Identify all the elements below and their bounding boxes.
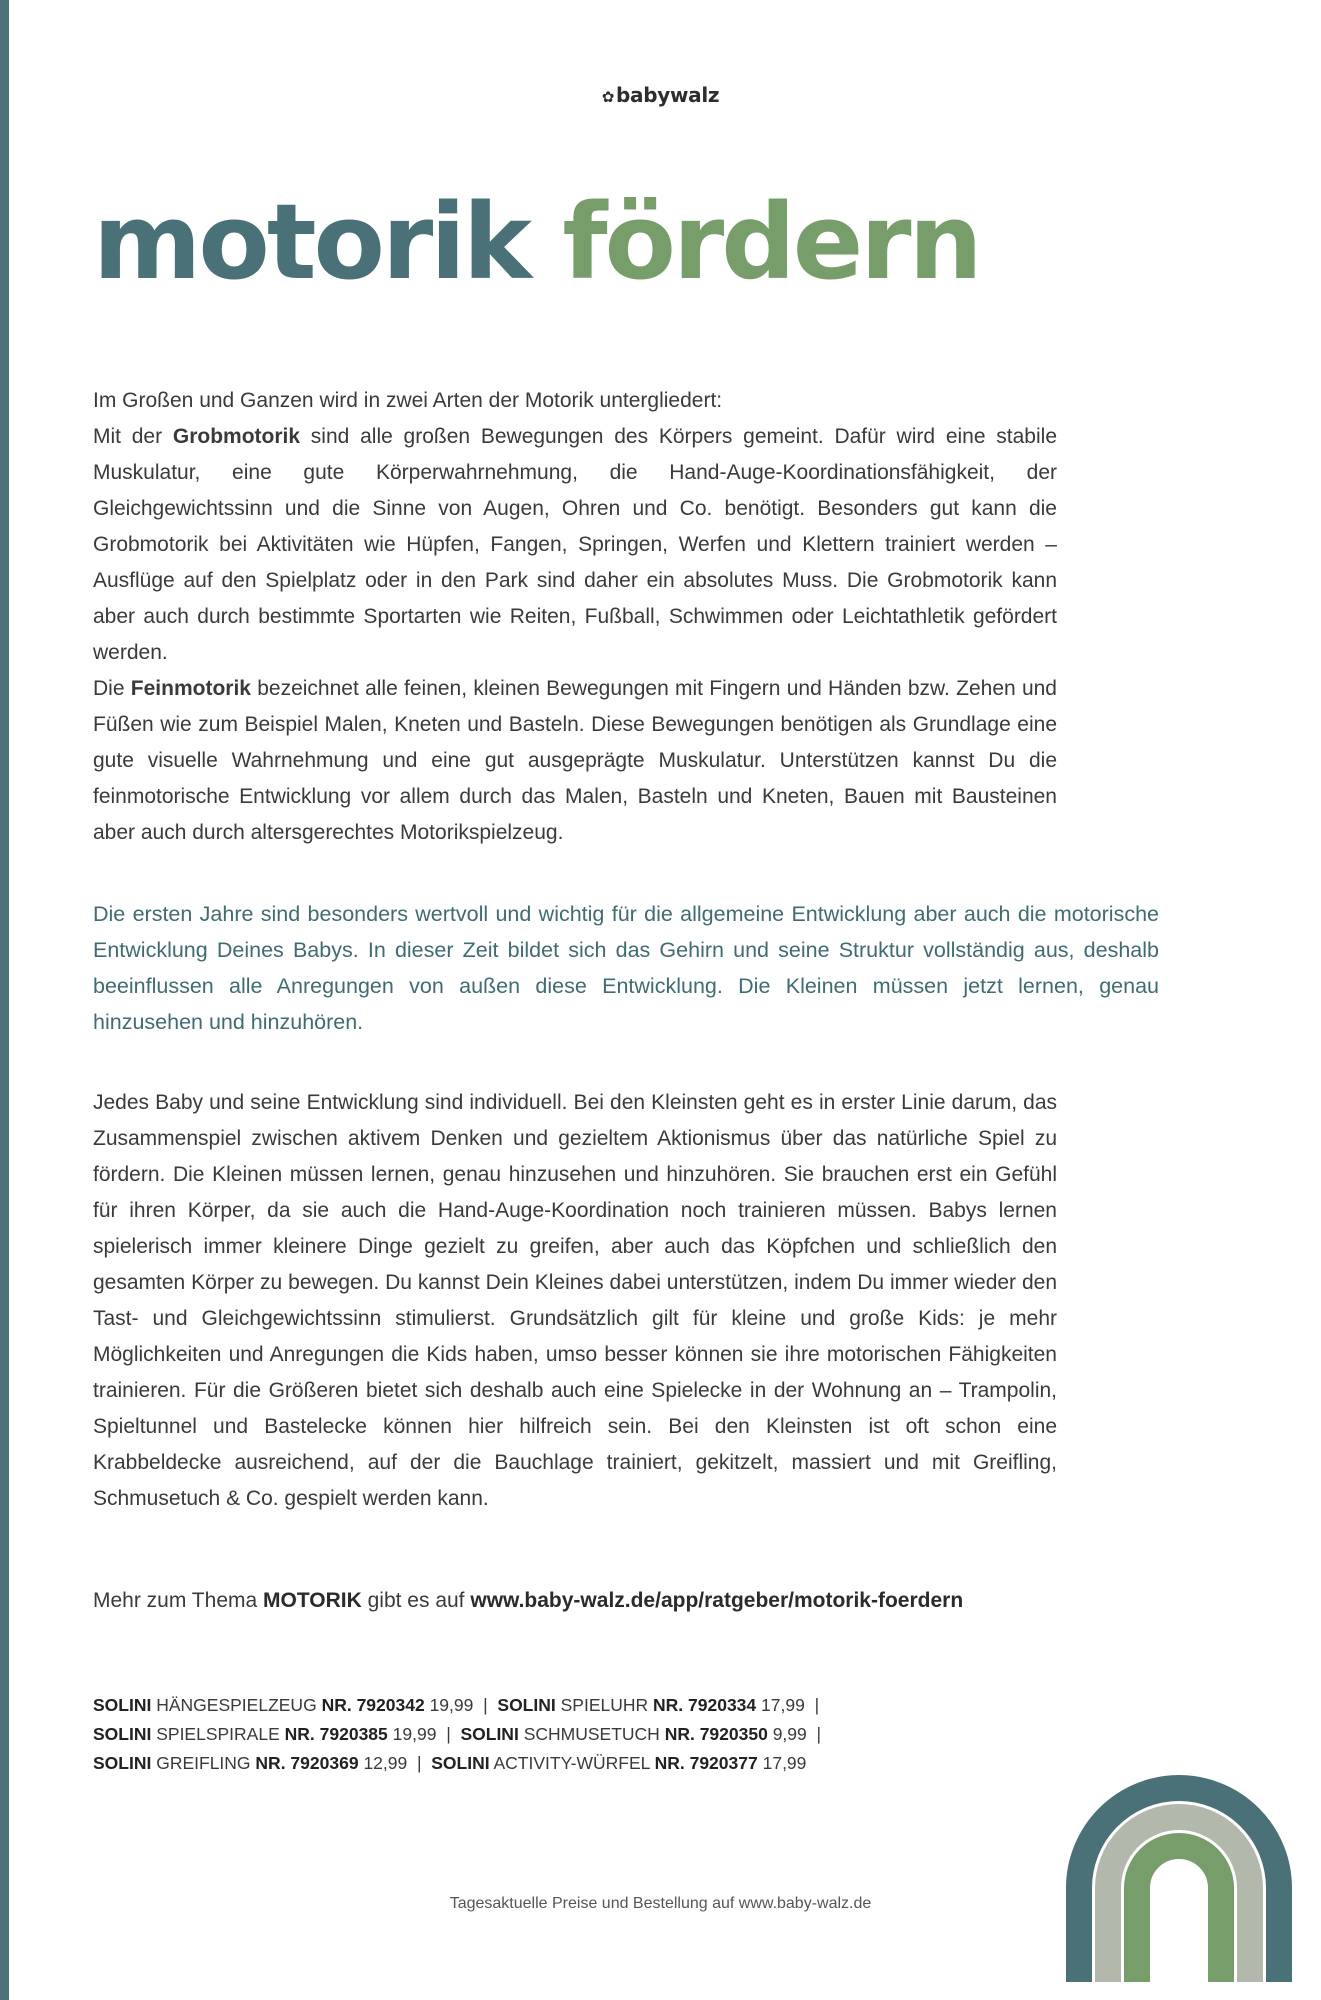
more-middle: gibt es auf	[361, 1589, 471, 1612]
separator: |	[816, 1724, 822, 1744]
product-list	[93, 1691, 821, 1778]
separator: |	[446, 1724, 451, 1744]
separator: |	[416, 1753, 422, 1773]
rainbow-illustration	[1066, 1770, 1292, 1982]
product-price: 19,99	[429, 1695, 474, 1715]
main-paragraph: Jedes Baby und seine Entwicklung sind individuell. Bei den Kleinsten geht es in erster Linie darum, das Zusammenspiel zwischen aktivem Denken und gezieltem Aktionismus über das natürliche Spiel zu fördern. Die Kleinen müssen lernen, genau hinzusehen und hinzuhören. Sie brauchen erst ein Gefühl für ihren Körper, da sie auch die Hand-Auge-Koordination noch trainieren müssen. Babys lernen spielerisch immer kleinere Dinge gezielt zu greifen, aber auch das Köpfchen und schließlich den gesamten Körper zu bewegen. Du kannst Dein Kleines dabei unterstützen, indem Du immer wieder den Tast- und Gleichgewichtssinn stimulierst. Grundsätzlich gilt für kleine und große Kids: je mehr Möglichkeiten und Anregungen die Kids haben, umso besser können sie ihre motorischen Fähigkeiten trainieren. Für die Größeren bietet sich deshalb auch eine Spielecke in der Wohnung an – Trampolin, Spieltunnel und Bastelecke können hier hilfreich sein. Bei den Kleinsten ist oft schon eine Krabbeldecke ausreichend, auf der die Bauchlage trainiert, gekitzelt, massiert und mit Greifling, Schmusetuch & Co. gespielt werden kann.	[93, 1091, 1057, 1510]
grobmotorik-text: sind alle großen Bewegungen des Körpers gemeint. Dafür wird eine stabile Muskulatur, eine gute Körperwahrnehmung, die Hand-Auge-Koordinationsfähigkeit, der Gleichgewichtssinn und die Sinne von Augen, Ohren und Co. benötigt. Besonders gut kann die Grobmotorik bei Aktivitäten wie Hüpfen, Fangen, Springen, Werfen und Klettern trainiert werden – Ausflüge auf den Spielplatz oder in den Park sind daher ein absolutes Muss. Die Grobmotorik kann aber auch durch bestimmte Sportarten wie Reiten, Fußball, Schwimmen oder Leichtathletik gefördert werden.	[93, 425, 1057, 664]
logo-text: babywalz	[616, 83, 720, 107]
product-name: SPIELUHR	[560, 1695, 649, 1715]
product-price: 12,99	[363, 1753, 408, 1773]
grobmotorik-paragraph	[93, 419, 1057, 671]
separator: |	[814, 1695, 820, 1715]
product-brand: SOLINI	[93, 1724, 152, 1744]
product-price: 17,99	[761, 1695, 805, 1715]
product-number: NR. 7920385	[284, 1724, 388, 1744]
product-brand: SOLINI	[93, 1695, 152, 1715]
product-line	[93, 1691, 821, 1720]
separator: |	[483, 1695, 488, 1715]
product-number: NR. 7920369	[255, 1753, 359, 1773]
page-title	[93, 181, 980, 303]
grob-prefix: Mit der	[93, 425, 173, 448]
product-name: SPIELSPIRALE	[156, 1724, 280, 1744]
babywalz-logo[interactable]	[0, 83, 1321, 107]
more-info-line	[93, 1583, 963, 1619]
product-number: NR. 7920334	[653, 1695, 757, 1715]
intro-section	[93, 383, 1057, 851]
feinmotorik-text: bezeichnet alle feinen, kleinen Bewegungen mit Fingern und Händen bzw. Zehen und Füßen wie zum Beispiel Malen, Kneten und Basteln. Diese Bewegungen benötigen als Grundlage eine gute visuelle Wahrnehmung und eine gut ausgeprägte Muskulatur. Unterstützen kannst Du die feinmotorische Entwicklung vor allem durch das Malen, Basteln und Kneten, Bauen mit Bausteinen aber auch durch altersgerechtes Motorikspielzeug.	[93, 677, 1057, 844]
product-number: NR. 7920377	[654, 1753, 758, 1773]
product-number: NR. 7920350	[664, 1724, 768, 1744]
left-accent-bar	[0, 0, 9, 2000]
product-price: 19,99	[392, 1724, 437, 1744]
product-brand: SOLINI	[431, 1753, 490, 1773]
rainbow-inner-arc	[1137, 1846, 1221, 1982]
product-name: ACTIVITY-WÜRFEL	[493, 1753, 650, 1773]
callout-paragraph: Die ersten Jahre sind besonders wertvoll und wichtig für die allgemeine Entwicklung aber auch die motorische Entwicklung Deines Babys. In dieser Zeit bildet sich das Gehirn und seine Struktur vollständig aus, deshalb beeinflussen alle Anregungen von außen diese Entwicklung. Die Kleinen müssen jetzt lernen, genau hinzusehen und hinzuhören.	[93, 902, 1159, 1034]
product-number: NR. 7920342	[321, 1695, 425, 1715]
title-word-foerdern: fördern	[562, 181, 980, 303]
more-topic: MOTORIK	[263, 1589, 362, 1612]
intro-lead: Im Großen und Ganzen wird in zwei Arten der Motorik untergliedert:	[93, 389, 723, 412]
footer-note: Tagesaktuelle Preise und Bestellung auf www.baby-walz.de	[449, 1895, 872, 1912]
product-brand: SOLINI	[460, 1724, 519, 1744]
product-brand: SOLINI	[497, 1695, 556, 1715]
grobmotorik-term: Grobmotorik	[172, 425, 301, 448]
product-line	[93, 1749, 821, 1778]
fein-prefix: Die	[93, 677, 131, 700]
product-price: 17,99	[762, 1753, 807, 1773]
feinmotorik-paragraph	[93, 671, 1057, 851]
product-price: 9,99	[772, 1724, 807, 1744]
feinmotorik-term: Feinmotorik	[130, 677, 251, 700]
product-line	[93, 1720, 821, 1749]
flower-icon: ✿	[601, 88, 615, 106]
ratgeber-link[interactable]: www.baby-walz.de/app/ratgeber/motorik-foerdern	[470, 1589, 964, 1612]
more-prefix: Mehr zum Thema	[93, 1589, 263, 1612]
product-name: SCHMUSETUCH	[523, 1724, 660, 1744]
product-name: GREIFLING	[156, 1753, 251, 1773]
product-name: HÄNGESPIELZEUG	[156, 1695, 317, 1715]
title-word-motorik: motorik	[93, 181, 530, 303]
product-brand: SOLINI	[93, 1753, 152, 1773]
